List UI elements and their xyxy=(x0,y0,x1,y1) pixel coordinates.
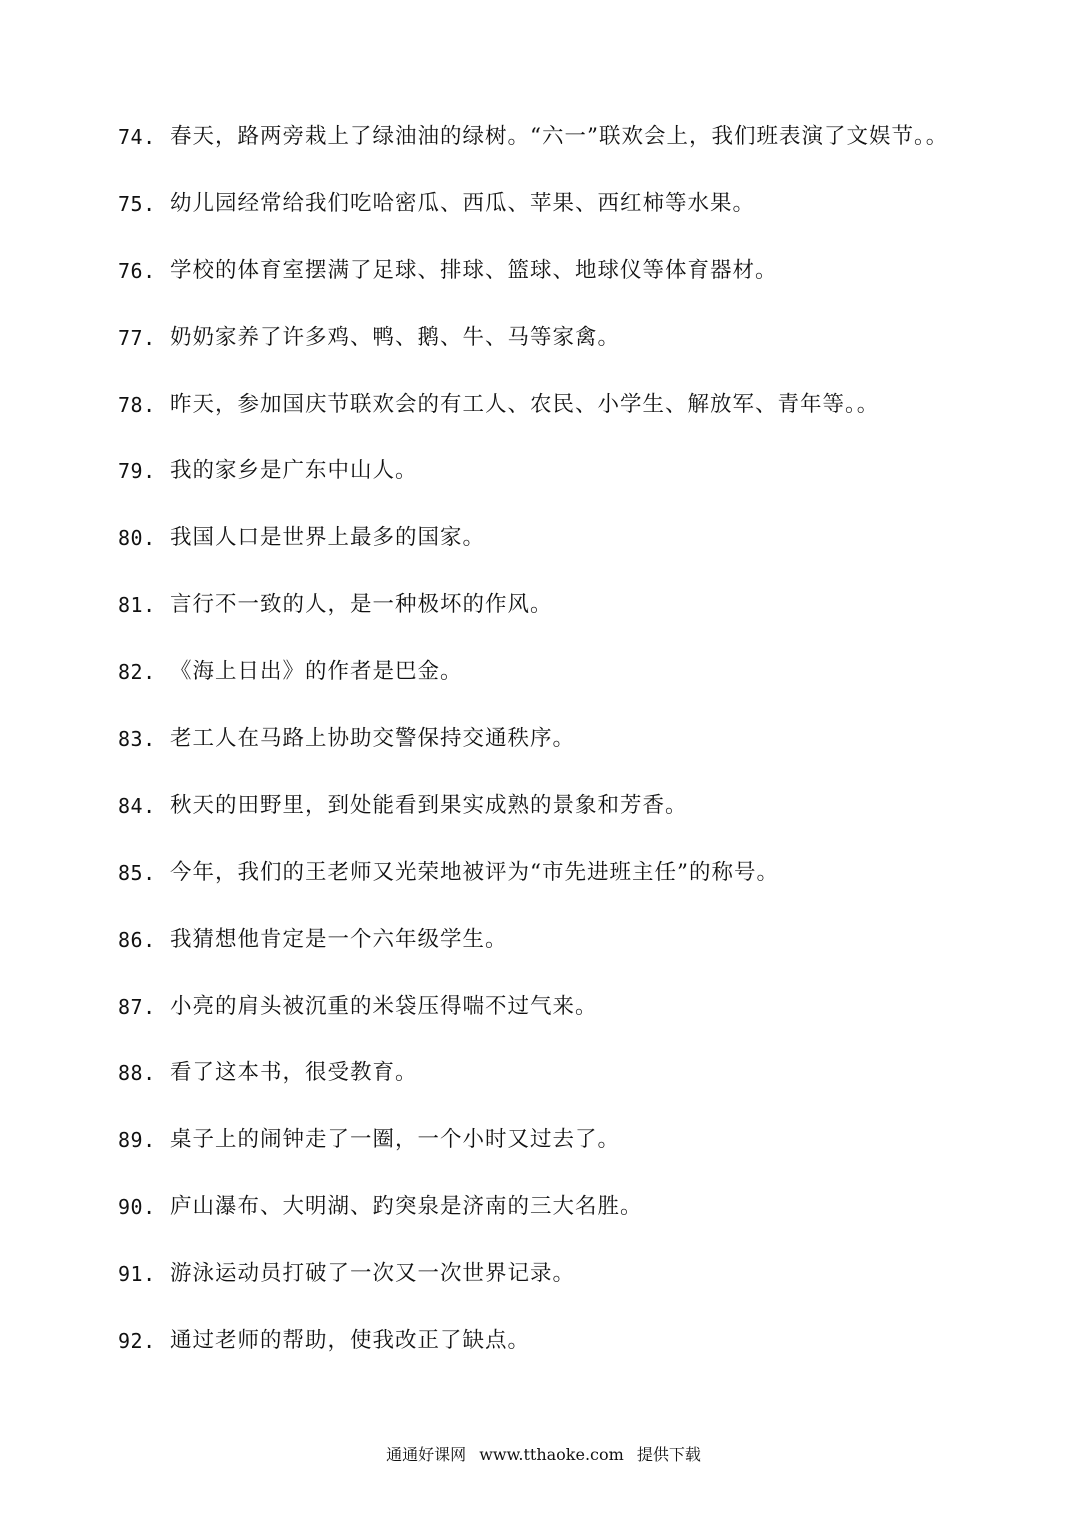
list-item xyxy=(118,919,1058,986)
list-item xyxy=(118,1052,1058,1119)
item-number: 90. xyxy=(118,1195,156,1220)
footer xyxy=(0,1443,1087,1467)
list-item xyxy=(118,517,1058,584)
item-text: 学校的体育室摆满了足球、排球、篮球、地球仪等体育器材。 xyxy=(170,257,778,283)
list-item xyxy=(118,250,1058,317)
list-item xyxy=(118,718,1058,785)
list-item xyxy=(118,384,1058,451)
item-text: 奶奶家养了许多鸡、鸭、鹅、牛、马等家禽。 xyxy=(170,324,621,350)
footer-suffix: 提供下载 xyxy=(636,1445,701,1464)
list-item xyxy=(118,852,1058,919)
item-number: 79. xyxy=(118,459,156,484)
item-number: 88. xyxy=(118,1061,156,1086)
item-number: 78. xyxy=(118,392,156,417)
item-text: 秋天的田野里，到处能看到果实成熟的景象和芳香。 xyxy=(170,792,688,818)
list-item xyxy=(118,317,1058,384)
item-text: 《海上日出》的作者是巴金。 xyxy=(170,659,463,685)
item-number: 86. xyxy=(118,927,156,952)
footer-site-name: 通通好课网 xyxy=(386,1445,467,1464)
item-text: 我的家乡是广东中山人。 xyxy=(170,458,418,484)
item-text: 我国人口是世界上最多的国家。 xyxy=(170,525,486,551)
item-text: 言行不一致的人，是一种极坏的作风。 xyxy=(170,592,553,618)
list-item xyxy=(118,116,1058,183)
item-number: 74. xyxy=(118,125,156,149)
item-number: 82. xyxy=(118,660,156,685)
list-item xyxy=(118,1253,1058,1320)
list-item xyxy=(118,450,1058,517)
list-item xyxy=(118,584,1058,651)
item-number: 87. xyxy=(118,994,156,1019)
item-text: 我猜想他肯定是一个六年级学生。 xyxy=(170,926,508,952)
list-item xyxy=(118,1186,1058,1253)
item-number: 91. xyxy=(118,1262,156,1287)
item-text: 游泳运动员打破了一次又一次世界记录。 xyxy=(170,1261,576,1287)
item-text: 庐山瀑布、大明湖、趵突泉是济南的三大名胜。 xyxy=(170,1194,643,1220)
item-number: 83. xyxy=(118,727,156,752)
sentence-list xyxy=(118,116,1058,1387)
item-text: 小亮的肩头被沉重的米袋压得喘不过气来。 xyxy=(170,993,598,1019)
item-text: 幼儿园经常给我们吃哈密瓜、西瓜、苹果、西红柿等水果。 xyxy=(170,190,756,216)
item-number: 76. xyxy=(118,258,156,283)
footer-url: www.tthaoke.com xyxy=(479,1445,624,1464)
list-item xyxy=(118,1119,1058,1186)
item-text: 桌子上的闹钟走了一圈，一个小时又过去了。 xyxy=(170,1127,621,1153)
item-text: 昨天，参加国庆节联欢会的有工人、农民、小学生、解放军、青年等。。 xyxy=(170,391,880,417)
list-item xyxy=(118,1320,1058,1387)
item-text: 看了这本书，很受教育。 xyxy=(170,1060,418,1086)
item-number: 81. xyxy=(118,593,156,618)
list-item xyxy=(118,785,1058,852)
item-number: 89. xyxy=(118,1128,156,1153)
list-item xyxy=(118,651,1058,718)
list-item xyxy=(118,986,1058,1053)
item-text: 通过老师的帮助，使我改正了缺点。 xyxy=(170,1328,531,1354)
list-item xyxy=(118,183,1058,250)
item-number: 85. xyxy=(118,860,156,885)
item-number: 84. xyxy=(118,793,156,818)
item-text: 今年，我们的王老师又光荣地被评为“市先进班主任”的称号。 xyxy=(170,859,779,885)
item-text: 老工人在马路上协助交警保持交通秩序。 xyxy=(170,726,576,752)
item-number: 77. xyxy=(118,325,156,350)
item-number: 75. xyxy=(118,191,156,216)
item-number: 92. xyxy=(118,1329,156,1354)
item-number: 80. xyxy=(118,526,156,551)
item-text: 春天，路两旁栽上了绿油油的绿树。“六一”联欢会上，我们班表演了文娱节。。 xyxy=(170,124,949,149)
